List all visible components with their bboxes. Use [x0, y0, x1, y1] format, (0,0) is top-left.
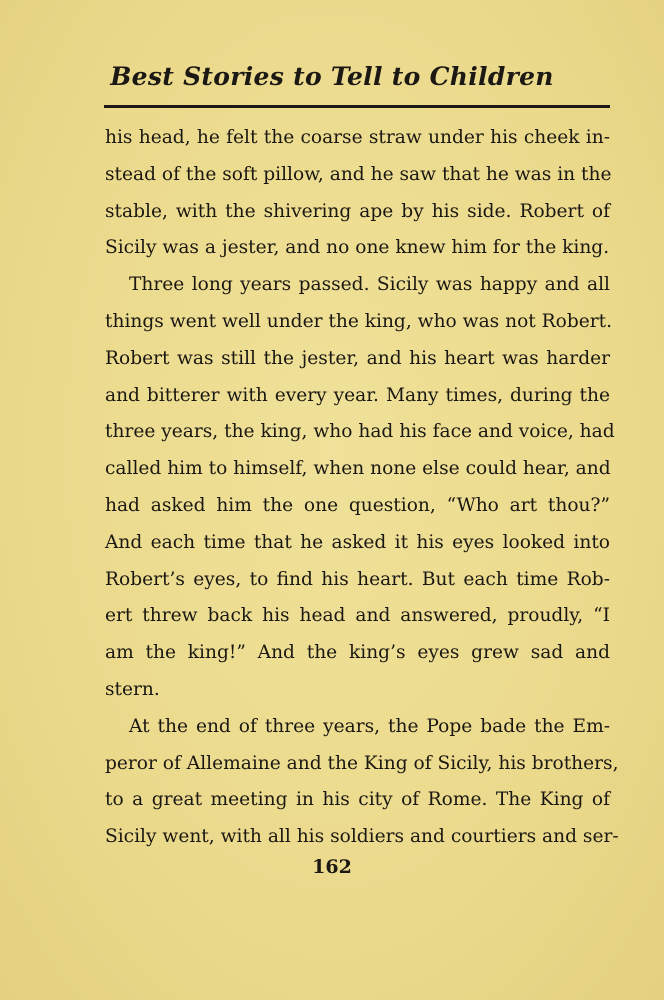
text-line: three years, the king, who had his face and voice, had [105, 421, 615, 443]
body-text [105, 120, 619, 856]
text-line: stead of the soft pillow, and he saw that he was in the [105, 163, 612, 185]
text-line: stable, with the shivering ape by his side. Robert of [105, 200, 610, 222]
text-line: to a great meeting in his city of Rome. The King of [105, 789, 610, 811]
text-line: peror of Allemaine and the King of Sicily, his brothers, [105, 752, 619, 774]
text-line: Sicily went, with all his soldiers and courtiers and ser- [105, 826, 619, 848]
text-line: things went well under the king, who was not Robert. [105, 310, 613, 332]
text-line: Three long years passed. Sicily was happy and all [129, 274, 610, 296]
text-line: Robert was still the jester, and his heart was harder [105, 347, 610, 369]
text-line: am the king!” And the king’s eyes grew sad and [105, 642, 610, 664]
header-rule [104, 105, 610, 108]
text-line: his head, he felt the coarse straw under his cheek in- [105, 127, 610, 148]
text-line: ert threw back his head and answered, proudly, “I [105, 605, 610, 627]
text-line: had asked him the one question, “Who art thou?” [105, 494, 610, 516]
running-header-title: Best Stories to Tell to Children [110, 62, 554, 91]
text-line: called him to himself, when none else could hear, and [105, 458, 611, 480]
text-line: Robert’s eyes, to find his heart. But each time Rob- [105, 568, 610, 590]
text-line: And each time that he asked it his eyes looked into [105, 531, 610, 553]
text-line: and bitterer with every year. Many times, during the [105, 384, 610, 406]
text-line: At the end of three years, the Pope bade the Em- [129, 715, 610, 737]
page-number: 162 [312, 856, 352, 878]
text-line: stern. [105, 678, 160, 700]
text-line: Sicily was a jester, and no one knew him for the king. [105, 237, 610, 259]
